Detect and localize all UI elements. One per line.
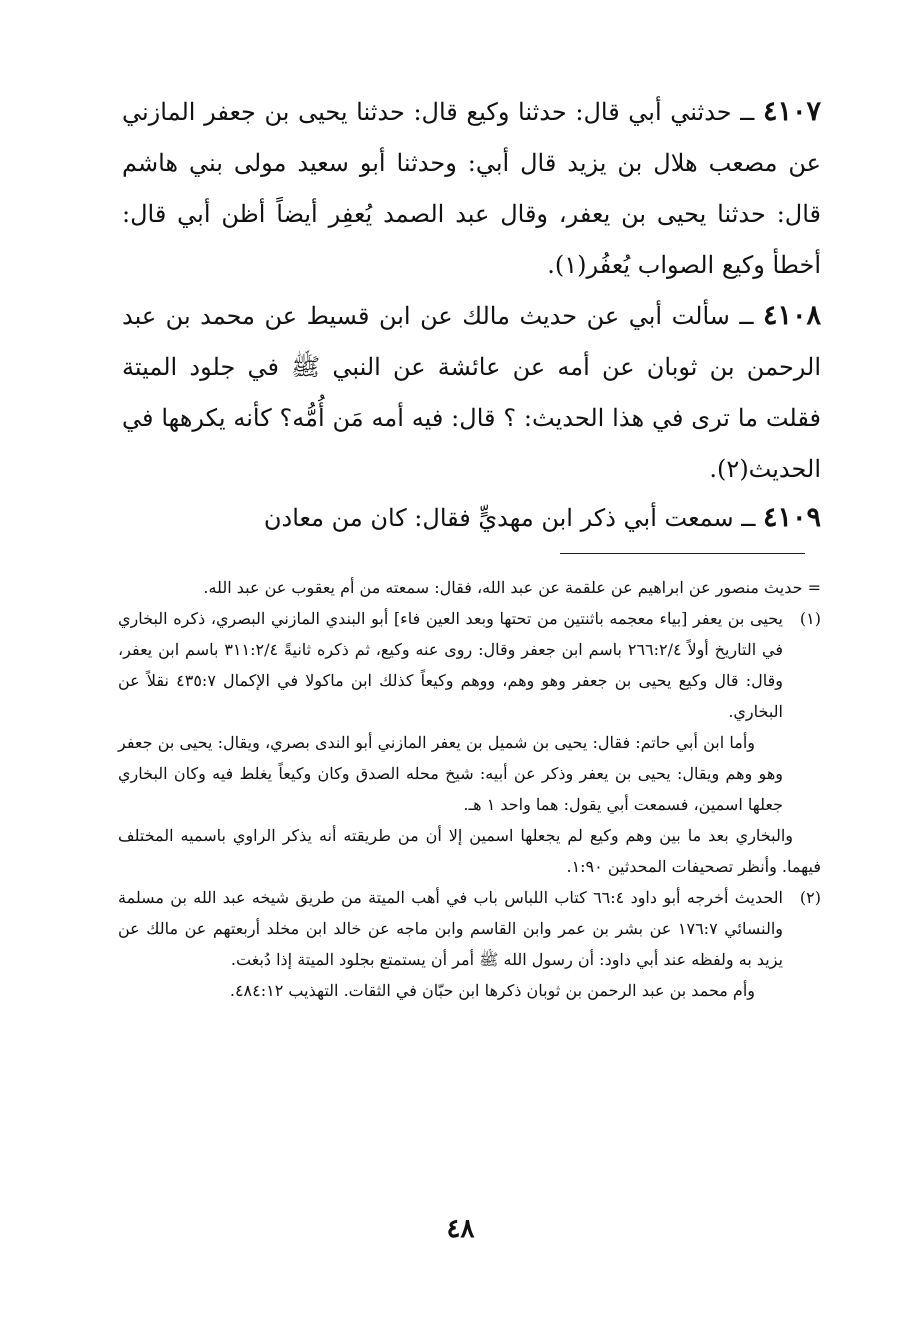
footnote-separator — [560, 553, 805, 554]
footnote-paragraph: الحديث أخرجه أبو داود ٦٦:٤ كتاب اللباس باب في أهب الميتة من طريق شيخه عبد الله بن مسلمة والنسائي ١٧٦:٧ عن بشر بن عمر وابن القاسم وابن ماجه عن خالد ابن مخلد أربعتهم عن مالك عن يزيد به ولفظه عند أبي داود: أن رسول الله ﷺ أمر أن يستمتع بجلود الميتة إذا دُبغت. — [118, 888, 784, 969]
footnote-paragraph: يحيى بن يعفر [بياء معجمه باثنتين من تحتها وبعد العين فاء] أبو البندي المازني البصري، ذكره البخاري في التاريخ أولاً ٢٦٦:٢/٤ باسم ابن جعفر وقال: روى عنه وكيع، ثم ذكره ثانيةً ٣١١:٢/٤ باسم ابن يعفر، وقال: قال وكيع يحيى بن جعفر وهو وهم، ووهم وكيعاً كذلك ابن ماكولا في الإكمال ٤٣٥:٧ نقلاً عن البخاري. — [118, 609, 783, 721]
hadith-4107 — [122, 86, 821, 291]
hadith-4108 — [122, 290, 821, 495]
footnote-continuation: = حديث منصور عن ابراهيم عن علقمة عن عبد الله، فقال: سمعته من أم يعقوب عن عبد الله. — [203, 578, 821, 597]
footnote-marker: (٢) — [799, 888, 821, 907]
footnote-1 — [118, 603, 821, 820]
footnote-body — [118, 882, 783, 1006]
footnote-marker: (١) — [799, 609, 821, 628]
footnote-2 — [118, 882, 821, 1006]
hadith-text: ــ سألت أبي عن حديث مالك عن ابن قسيط عن محمد بن عبد الرحمن بن ثوبان عن أمه عن عائشة عن النبي ﷺ في جلود الميتة فقلت ما ترى في هذا الحديث: ؟ قال: فيه أمه مَن أُمُّه؟ كأنه يكرهها في الحديث(٢). — [122, 302, 821, 483]
hadith-number: ٤١٠٧ — [762, 96, 821, 127]
hadith-text: ــ سمعت أبي ذكر ابن مهديٍّ فقال: كان من معادن — [263, 504, 763, 532]
page-number: ٤٨ — [446, 1214, 475, 1244]
hadith-number: ٤١٠٨ — [763, 300, 822, 331]
footnotes — [118, 572, 821, 1006]
hadith-number: ٤١٠٩ — [762, 502, 821, 533]
footnote-paragraph: وأما ابن أبي حاتم: فقال: يحيى بن شميل بن يعفر المازني أبو الندى بصري، ويقال: يحيى بن جعفر وهو وهم ويقال: يحيى بن يعفر وذكر عن أبيه: شيخ محله الصدق وكان وكيعاً يغلط فيه وكان البخاري جعلها اسمين، فسمعت أبي يقول: هما واحد ١ هـ. — [118, 733, 783, 814]
footnote-body — [118, 603, 783, 820]
hadith-4109 — [122, 492, 821, 544]
footnote-paragraph: والبخاري بعد ما بين وهم وكيع لم يجعلها اسمين إلا أن من طريقته أنه يذكر الراوي باسميه المختلف فيهما. وأنظر تصحيفات المحدثين ١:٩٠. — [118, 826, 821, 876]
footnote-paragraph: وأم محمد بن عبد الرحمن بن ثوبان ذكرها ابن حبّان في الثقات. التهذيب ٤٨٤:١٢. — [229, 981, 755, 1000]
hadith-text: ــ حدثني أبي قال: حدثنا وكيع قال: حدثنا يحيى بن جعفر المازني عن مصعب هلال بن يزيد قال أبي: وحدثنا أبو سعيد مولى بني هاشم قال: حدثنا يحيى بن يعفر، وقال عبد الصمد يُعفِر أيضاً أظن أبي قال: أخطأ وكيع الصواب يُعفُر(١). — [122, 98, 821, 279]
